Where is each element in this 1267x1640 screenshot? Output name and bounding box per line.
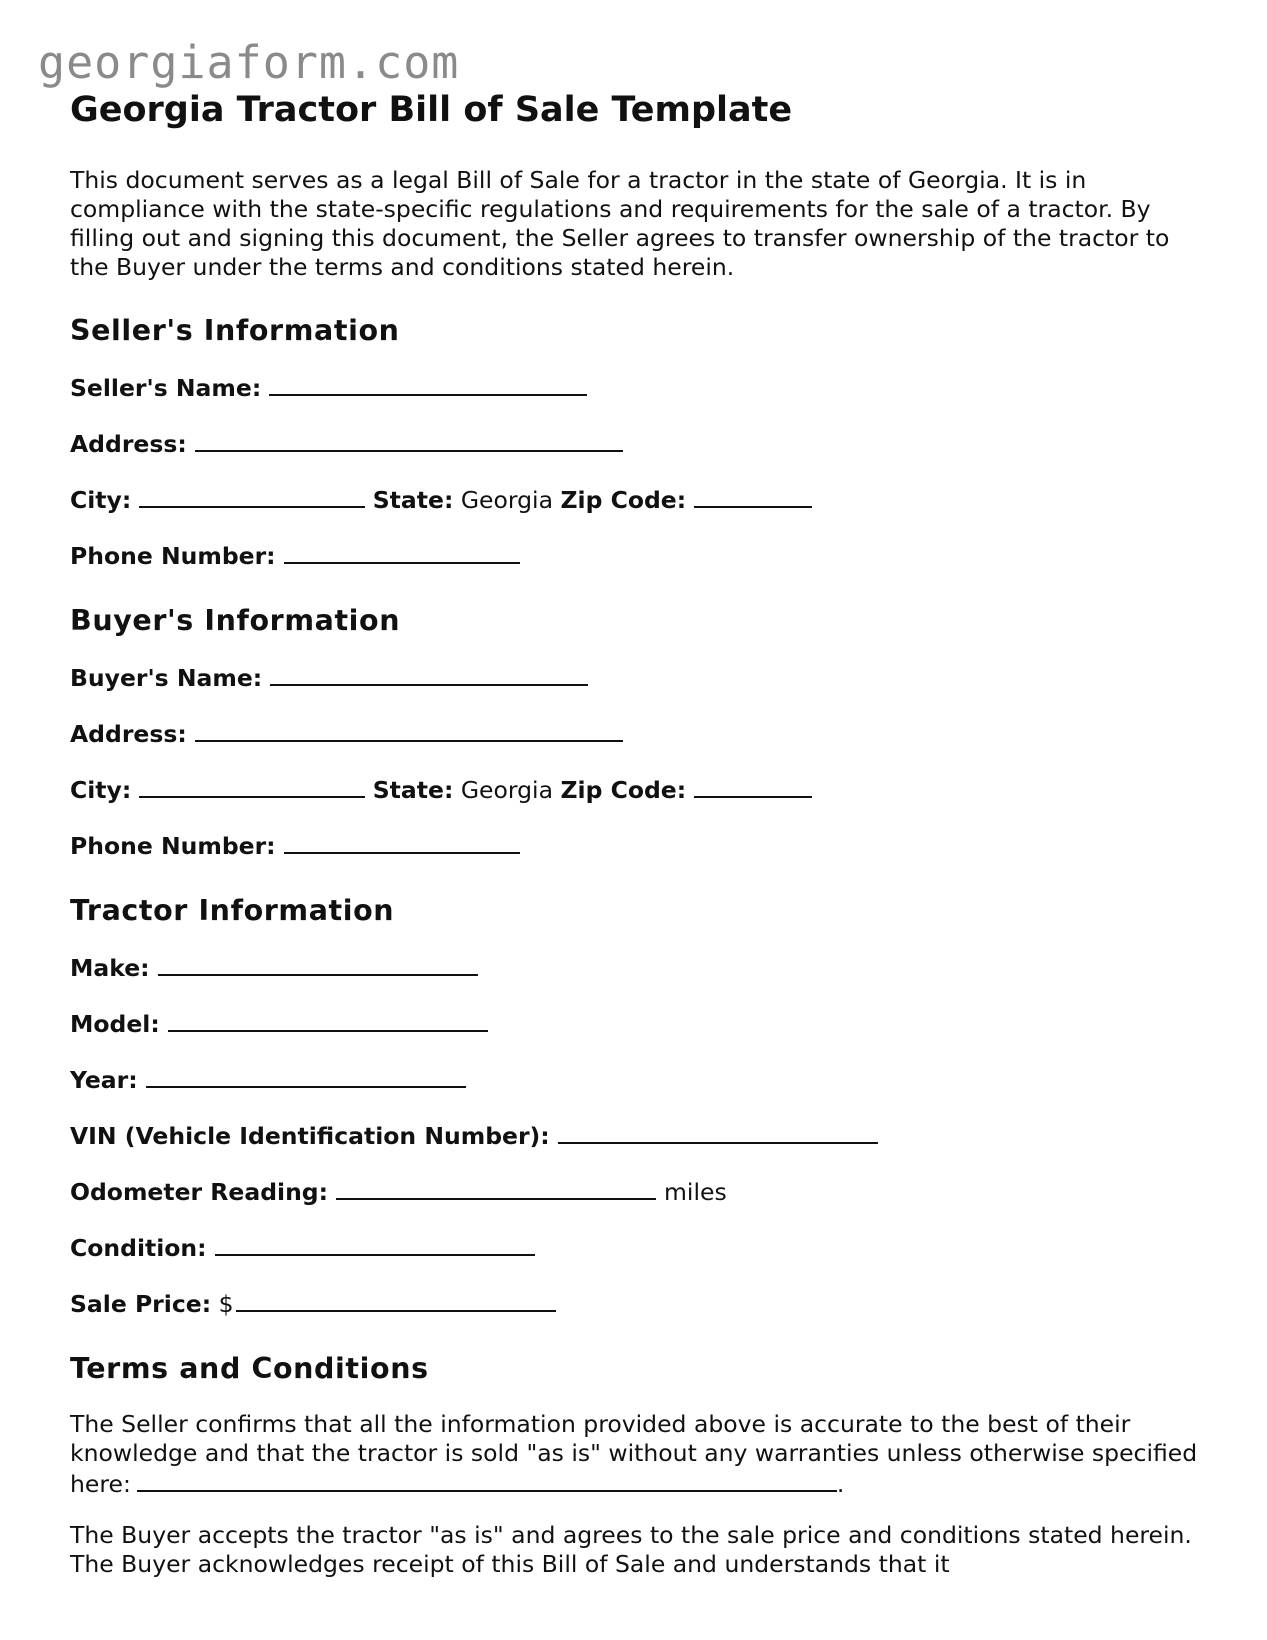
buyer-city-label: City: xyxy=(70,776,132,804)
buyer-name-blank[interactable] xyxy=(270,660,588,686)
tractor-model-blank[interactable] xyxy=(168,1006,488,1032)
tractor-section-heading: Tractor Information xyxy=(70,894,395,927)
document-page xyxy=(70,86,1210,1579)
seller-phone-row xyxy=(70,538,1210,572)
tractor-model-row xyxy=(70,1006,1210,1040)
seller-address-row xyxy=(70,426,1210,460)
tractor-odometer-blank[interactable] xyxy=(336,1174,656,1200)
seller-name-label: Seller's Name: xyxy=(70,374,262,402)
intro-paragraph: This document serves as a legal Bill of Sale for a tractor in the state of Georgia. It is in compliance with the state-specific regulations and requirements for the sale of a tractor. By filling out and signing this document, the Seller agrees to transfer ownership of the tractor to the Buyer under the terms and conditions stated herein. xyxy=(70,166,1170,281)
terms-paragraph-1-text: The Seller confirms that all the information provided above is accurate to the best of their knowledge and that the tractor is sold "as is" without any warranties unless otherwise specified here: xyxy=(70,1410,1198,1498)
page-title: Georgia Tractor Bill of Sale Template xyxy=(70,90,793,130)
terms-paragraph-1-end: . xyxy=(836,1470,845,1498)
seller-city-row xyxy=(70,482,1210,516)
tractor-price-row xyxy=(70,1286,1210,1320)
buyer-phone-row xyxy=(70,828,1210,862)
tractor-make-label: Make: xyxy=(70,954,150,982)
watermark: georgiaform.com xyxy=(38,36,460,89)
buyer-phone-blank[interactable] xyxy=(284,828,520,854)
tractor-price-blank[interactable] xyxy=(236,1286,556,1312)
seller-phone-label: Phone Number: xyxy=(70,542,276,570)
seller-name-blank[interactable] xyxy=(269,370,587,396)
tractor-condition-blank[interactable] xyxy=(215,1230,535,1256)
buyer-city-blank[interactable] xyxy=(139,772,365,798)
price-currency-symbol: $ xyxy=(218,1290,234,1318)
odometer-unit: miles xyxy=(664,1178,727,1206)
buyer-section-heading: Buyer's Information xyxy=(70,604,401,637)
seller-state-label: State: xyxy=(372,486,454,514)
seller-address-blank[interactable] xyxy=(195,426,623,452)
tractor-vin-blank[interactable] xyxy=(558,1118,878,1144)
terms-section-heading: Terms and Conditions xyxy=(70,1352,429,1385)
seller-state-value: Georgia xyxy=(460,486,553,514)
seller-name-row xyxy=(70,370,1210,404)
tractor-odometer-label: Odometer Reading: xyxy=(70,1178,329,1206)
buyer-zip-label: Zip Code: xyxy=(560,776,687,804)
seller-city-blank[interactable] xyxy=(139,482,365,508)
buyer-address-row xyxy=(70,716,1210,750)
tractor-condition-row xyxy=(70,1230,1210,1264)
tractor-year-label: Year: xyxy=(70,1066,138,1094)
buyer-name-row xyxy=(70,660,1210,694)
seller-zip-label: Zip Code: xyxy=(560,486,687,514)
buyer-zip-blank[interactable] xyxy=(694,772,812,798)
seller-zip-blank[interactable] xyxy=(694,482,812,508)
buyer-name-label: Buyer's Name: xyxy=(70,664,263,692)
seller-section-heading: Seller's Information xyxy=(70,314,400,347)
buyer-state-label: State: xyxy=(372,776,454,804)
tractor-model-label: Model: xyxy=(70,1010,160,1038)
tractor-make-row xyxy=(70,950,1210,984)
seller-city-label: City: xyxy=(70,486,132,514)
seller-phone-blank[interactable] xyxy=(284,538,520,564)
tractor-year-row xyxy=(70,1062,1210,1096)
tractor-odometer-row xyxy=(70,1174,1210,1208)
buyer-city-row xyxy=(70,772,1210,806)
buyer-address-label: Address: xyxy=(70,720,187,748)
seller-address-label: Address: xyxy=(70,430,187,458)
terms-paragraph-2: The Buyer accepts the tractor "as is" and agrees to the sale price and conditions stated herein. The Buyer acknowledges receipt of this Bill of Sale and understands that it xyxy=(70,1521,1192,1578)
tractor-year-blank[interactable] xyxy=(146,1062,466,1088)
tractor-condition-label: Condition: xyxy=(70,1234,207,1262)
tractor-price-label: Sale Price: xyxy=(70,1290,212,1318)
tractor-vin-label: VIN (Vehicle Identification Number): xyxy=(70,1122,550,1150)
buyer-address-blank[interactable] xyxy=(195,716,623,742)
buyer-phone-label: Phone Number: xyxy=(70,832,276,860)
tractor-vin-row xyxy=(70,1118,1210,1152)
tractor-make-blank[interactable] xyxy=(158,950,478,976)
buyer-state-value: Georgia xyxy=(460,776,553,804)
terms-paragraph-1 xyxy=(70,1410,1210,1499)
warranty-specification-blank[interactable] xyxy=(137,1468,837,1492)
